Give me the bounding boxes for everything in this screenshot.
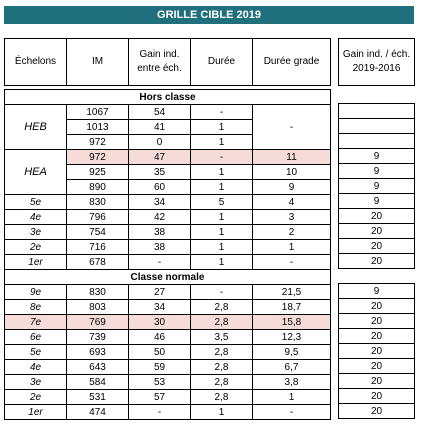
duree-cell: 2,8 [191, 390, 253, 405]
side-gain-cell: 9 [339, 284, 415, 299]
im-cell: 830 [67, 285, 129, 300]
gain-cell: 30 [129, 315, 191, 330]
group-label: HEA [5, 150, 67, 195]
side-row [339, 404, 415, 419]
side-row [339, 239, 415, 254]
im-cell: 830 [67, 195, 129, 210]
echelon-label: 3e [5, 225, 67, 240]
duree-cell: - [191, 150, 253, 165]
table-row [5, 330, 331, 345]
duree-grade-cell: 3 [253, 210, 331, 225]
echelon-label: 2e [5, 390, 67, 405]
side-gain-cell: 20 [339, 224, 415, 239]
side-gain-cell [339, 119, 415, 134]
gain-cell: 38 [129, 240, 191, 255]
im-cell: 739 [67, 330, 129, 345]
duree-grade-cell: 1 [253, 390, 331, 405]
table-row [5, 390, 331, 405]
table-row [5, 105, 331, 120]
table-row [5, 240, 331, 255]
side-row [339, 359, 415, 374]
gain-cell: 35 [129, 165, 191, 180]
table-row [5, 285, 331, 300]
duree-grade-cell: 1 [253, 240, 331, 255]
duree-cell: 1 [191, 180, 253, 195]
im-cell: 754 [67, 225, 129, 240]
table-row [5, 315, 331, 330]
gain-cell: 41 [129, 120, 191, 135]
echelon-label: 2e [5, 240, 67, 255]
side-gain-cell: 20 [339, 404, 415, 419]
side-row [339, 329, 415, 344]
gain-cell: 27 [129, 285, 191, 300]
side-gain-cell: 20 [339, 389, 415, 404]
duree-cell: 2,8 [191, 375, 253, 390]
side-gain-cell: 20 [339, 374, 415, 389]
duree-cell: 1 [191, 210, 253, 225]
section-row [5, 270, 331, 285]
gain-cell: 46 [129, 330, 191, 345]
table-row [5, 195, 331, 210]
duree-cell: 2,8 [191, 360, 253, 375]
duree-grade-cell: 9,5 [253, 345, 331, 360]
gain-cell: 34 [129, 195, 191, 210]
side-row [339, 389, 415, 404]
side-row [339, 119, 415, 134]
side-row [339, 164, 415, 179]
table-row [5, 405, 331, 420]
section-row-side [339, 89, 415, 104]
header-row [5, 39, 331, 86]
duree-grade-cell: - [253, 105, 331, 150]
side-row [339, 209, 415, 224]
side-row [339, 374, 415, 389]
duree-cell: - [191, 285, 253, 300]
header-cell: Durée grade [253, 39, 331, 86]
duree-cell: - [191, 105, 253, 120]
side-gain-cell: 20 [339, 239, 415, 254]
duree-grade-cell: 18,7 [253, 300, 331, 315]
table-row [5, 255, 331, 270]
header-cell: IM [67, 39, 129, 86]
section-label: Classe normale [5, 270, 331, 285]
duree-grade-cell: 21,5 [253, 285, 331, 300]
echelon-label: 5e [5, 195, 67, 210]
duree-cell: 1 [191, 405, 253, 420]
side-row [339, 254, 415, 269]
side-row [339, 179, 415, 194]
side-gain-cell: 9 [339, 179, 415, 194]
duree-cell: 2,8 [191, 300, 253, 315]
im-cell: 474 [67, 405, 129, 420]
echelon-label: 8e [5, 300, 67, 315]
im-cell: 972 [67, 150, 129, 165]
duree-cell: 2,8 [191, 345, 253, 360]
duree-cell: 1 [191, 240, 253, 255]
gain-cell: - [129, 405, 191, 420]
side-row [339, 149, 415, 164]
side-row [339, 284, 415, 299]
gain-cell: 50 [129, 345, 191, 360]
duree-grade-cell: 6,7 [253, 360, 331, 375]
im-cell: 584 [67, 375, 129, 390]
side-blank [339, 269, 415, 284]
header-cell: Échelons [5, 39, 67, 86]
side-gain-cell: 20 [339, 344, 415, 359]
side-gain-cell: 20 [339, 359, 415, 374]
duree-cell: 1 [191, 135, 253, 150]
gain-cell: 53 [129, 375, 191, 390]
duree-cell: 1 [191, 165, 253, 180]
side-gain-cell: 20 [339, 209, 415, 224]
echelon-label: 4e [5, 360, 67, 375]
duree-grade-cell: 4 [253, 195, 331, 210]
table-row [5, 345, 331, 360]
side-gain-cell: 9 [339, 194, 415, 209]
im-cell: 716 [67, 240, 129, 255]
side-row [339, 104, 415, 119]
im-cell: 925 [67, 165, 129, 180]
table-row [5, 150, 331, 165]
im-cell: 643 [67, 360, 129, 375]
side-gain-cell: 20 [339, 329, 415, 344]
gain-cell: 59 [129, 360, 191, 375]
echelon-label: 1er [5, 405, 67, 420]
section-row-side [339, 269, 415, 284]
duree-cell: 1 [191, 225, 253, 240]
gain-cell: 57 [129, 390, 191, 405]
gain-cell: 34 [129, 300, 191, 315]
im-cell: 769 [67, 315, 129, 330]
side-gain-cell [339, 134, 415, 149]
echelon-label: 5e [5, 345, 67, 360]
echelon-label: 3e [5, 375, 67, 390]
im-cell: 796 [67, 210, 129, 225]
gain-cell: 38 [129, 225, 191, 240]
header-cell: Gain ind. entre éch. [129, 39, 191, 86]
echelon-label: 6e [5, 330, 67, 345]
table-row [5, 225, 331, 240]
duree-cell: 1 [191, 120, 253, 135]
side-header-cell: Gain ind. / éch. 2019-2016 [339, 39, 415, 86]
side-gain-cell: 20 [339, 314, 415, 329]
im-cell: 890 [67, 180, 129, 195]
echelon-label: 9e [5, 285, 67, 300]
gain-cell: 0 [129, 135, 191, 150]
duree-grade-cell: 9 [253, 180, 331, 195]
side-row [339, 224, 415, 239]
side-gain-cell: 9 [339, 164, 415, 179]
section-row [5, 90, 331, 105]
duree-grade-cell: 3,8 [253, 375, 331, 390]
echelon-label: 1er [5, 255, 67, 270]
gain-cell: 60 [129, 180, 191, 195]
gain-cell: - [129, 255, 191, 270]
im-cell: 693 [67, 345, 129, 360]
table-row [5, 300, 331, 315]
side-row [339, 194, 415, 209]
im-cell: 972 [67, 135, 129, 150]
duree-grade-cell: 11 [253, 150, 331, 165]
im-cell: 531 [67, 390, 129, 405]
im-cell: 803 [67, 300, 129, 315]
side-gain-cell: 20 [339, 299, 415, 314]
side-row [339, 344, 415, 359]
duree-cell: 3,5 [191, 330, 253, 345]
side-gain-cell: 9 [339, 149, 415, 164]
side-row [339, 299, 415, 314]
side-row [339, 314, 415, 329]
duree-grade-cell: - [253, 405, 331, 420]
echelon-label: 7e [5, 315, 67, 330]
gain-comparison-table [338, 38, 415, 419]
side-header-row [339, 39, 415, 86]
im-cell: 1067 [67, 105, 129, 120]
table-row [5, 210, 331, 225]
duree-cell: 5 [191, 195, 253, 210]
duree-cell: 1 [191, 255, 253, 270]
grid-table [4, 38, 331, 420]
side-gain-cell: 20 [339, 254, 415, 269]
gain-cell: 42 [129, 210, 191, 225]
duree-grade-cell: 12,3 [253, 330, 331, 345]
echelon-label: 4e [5, 210, 67, 225]
gain-cell: 47 [129, 150, 191, 165]
duree-grade-cell: 15,8 [253, 315, 331, 330]
section-label: Hors classe [5, 90, 331, 105]
duree-grade-cell: 10 [253, 165, 331, 180]
table-row [5, 360, 331, 375]
header-cell: Durée [191, 39, 253, 86]
side-blank [339, 89, 415, 104]
side-gain-cell [339, 104, 415, 119]
duree-grade-cell: - [253, 255, 331, 270]
duree-cell: 2,8 [191, 315, 253, 330]
duree-grade-cell: 2 [253, 225, 331, 240]
table-title: GRILLE CIBLE 2019 [4, 6, 414, 24]
group-label: HEB [5, 105, 67, 150]
im-cell: 1013 [67, 120, 129, 135]
table-row [5, 375, 331, 390]
gain-cell: 54 [129, 105, 191, 120]
im-cell: 678 [67, 255, 129, 270]
side-row [339, 134, 415, 149]
